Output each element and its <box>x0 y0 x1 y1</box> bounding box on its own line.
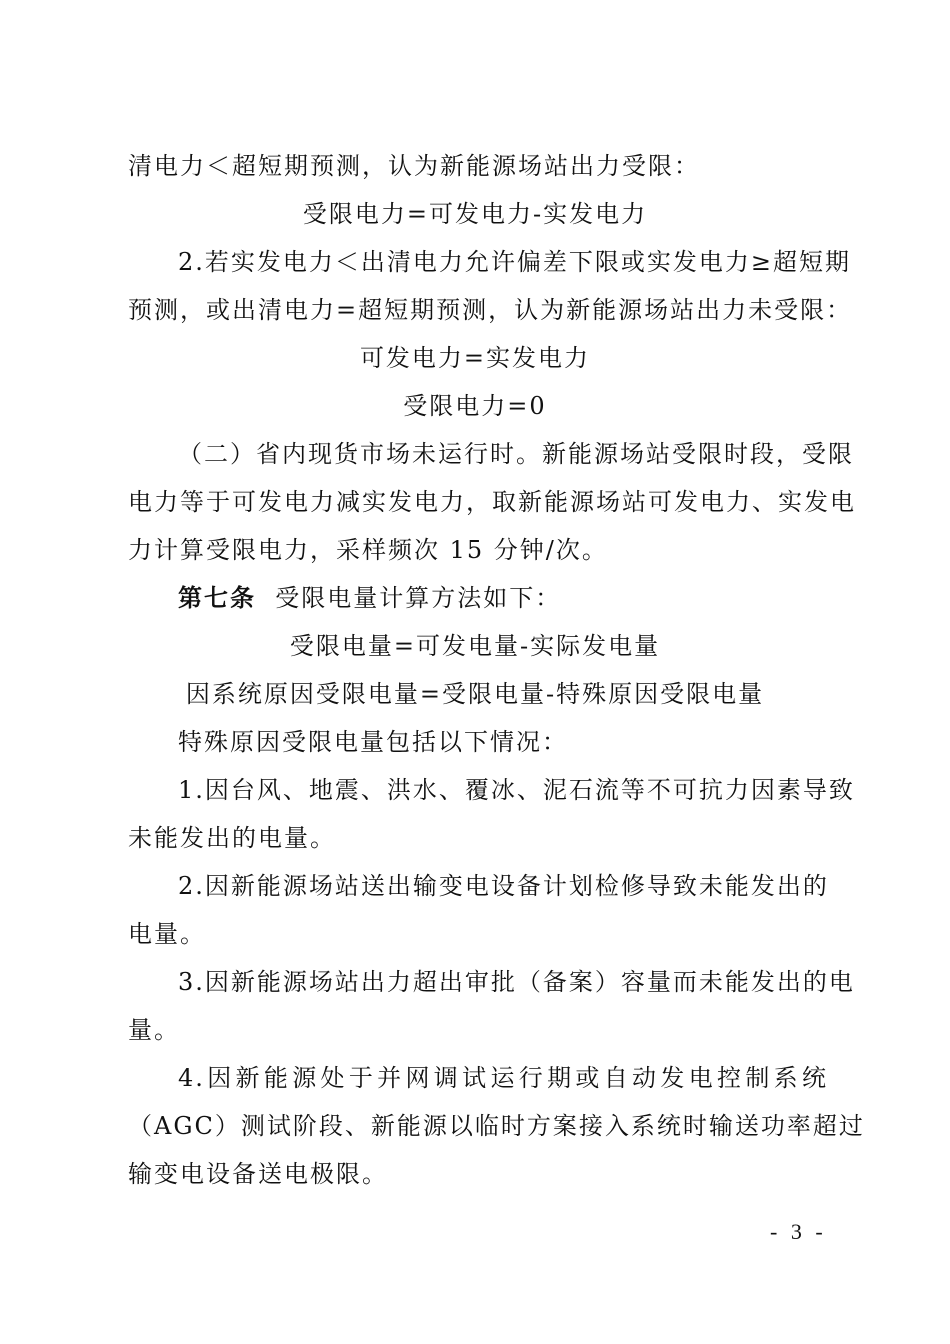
list-item-line: （AGC）测试阶段、新能源以临时方案接入系统时输送功率超过 <box>128 1112 865 1140</box>
list-item-line: 量。 <box>128 1016 180 1044</box>
formula-line: 可发电力=实发电力 <box>359 344 591 372</box>
article-heading-line <box>178 582 561 614</box>
formula-line: 受限电量=可发电量-实际发电量 <box>289 632 661 660</box>
list-item-line: 1.因台风、地震、洪水、覆冰、泥石流等不可抗力因素导致 <box>178 776 855 804</box>
list-item-line: 2.因新能源场站送出输变电设备计划检修导致未能发出的 <box>178 872 829 900</box>
paragraph-line: 力计算受限电力，采样频次 15 分钟/次。 <box>128 536 608 564</box>
paragraph-line: 清电力＜超短期预测，认为新能源场站出力受限： <box>128 152 700 180</box>
paragraph-line: 特殊原因受限电量包括以下情况： <box>178 728 568 756</box>
formula-line: 受限电力=0 <box>403 392 547 420</box>
list-item-line: 3.因新能源场站出力超出审批（备案）容量而未能发出的电 <box>178 968 855 996</box>
list-item-line: 4.因新能源处于并网调试运行期或自动发电控制系统 <box>178 1064 828 1092</box>
formula-line: 受限电力=可发电力-实发电力 <box>302 200 648 228</box>
list-item-line: 未能发出的电量。 <box>128 824 336 852</box>
paragraph-line: （二）省内现货市场未运行时。新能源场站受限时段，受限 <box>178 440 854 468</box>
article-text: 受限电量计算方法如下： <box>275 584 562 612</box>
formula-line: 因系统原因受限电量=受限电量-特殊原因受限电量 <box>185 680 765 708</box>
article-separator <box>256 584 275 612</box>
list-item-line: 电量。 <box>128 920 206 948</box>
paragraph-line: 预测，或出清电力=超短期预测，认为新能源场站出力未受限： <box>128 296 853 324</box>
list-item-line: 输变电设备送电极限。 <box>128 1160 388 1188</box>
paragraph-line: 电力等于可发电力减实发电力，取新能源场站可发电力、实发电 <box>128 488 856 516</box>
paragraph-line: 2.若实发电力＜出清电力允许偏差下限或实发电力≥超短期 <box>178 248 852 276</box>
page-number: - 3 - <box>770 1219 827 1244</box>
article-number: 第七条 <box>178 583 256 612</box>
